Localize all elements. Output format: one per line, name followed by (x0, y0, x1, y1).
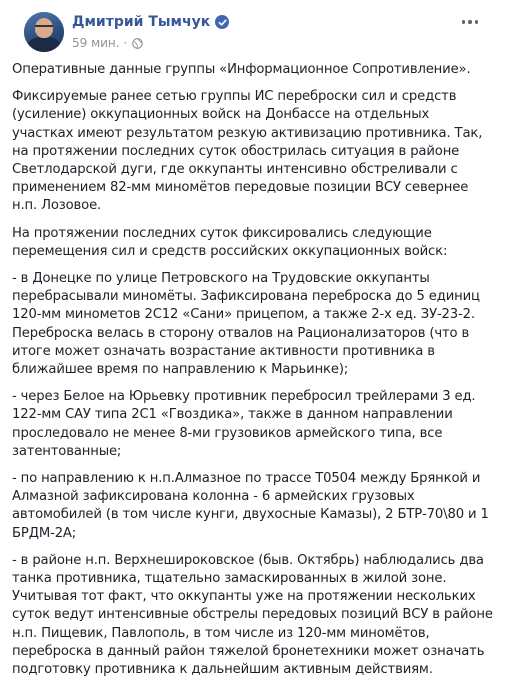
post-meta: 59 мин. · (72, 36, 143, 50)
post-timestamp[interactable]: 59 мин. (72, 36, 120, 50)
post-header (12, 0, 493, 58)
author-name[interactable]: Дмитрий Тымчук (72, 14, 211, 30)
globe-icon[interactable] (132, 38, 143, 49)
verified-badge-icon (215, 15, 229, 29)
post-paragraph: На протяжении последних суток фиксировались следующие перемещения сил и средств российских оккупационных войск: (12, 225, 448, 259)
post-paragraph: - по направлению к н.п.Алмазное по трассе Т0504 между Брянкой и Алмазной зафиксирована колонна - 6 армейских грузовых автомобилей (в том числе кунги, двухосные Камазы), 2 БТР-70\80 и 1 БРДМ-2А; (12, 471, 489, 541)
post-paragraph: - в районе н.п. Верхнешироковское (быв. Октябрь) наблюдались два танка противника, тщательно замаскированных в жилой зоне. Учитывая тот факт, что оккупанты уже на протяжении нескольких суток ведут интенсивные обстрелы передовых позиций ВСУ в районе н.п. Пищевик, Павлополь, в том числе из 120-мм миномётов, переброска в данный район тяжелой бронетехники может означать подготовку противника к дальнейшим активным действиям. (12, 552, 493, 678)
post-paragraph: - в Донецке по улице Петровского на Трудовские оккупанты перебрасывали миномёты. Зафиксирована переброска до 5 единиц 120-мм минометов 2С12 «Сани» прицепом, а также 2-х ед. ЗУ-23-2. Переброска велась в сторону отвалов на Рационализаторов (что в итоге может означать возрастание активности противника в ближайшее время по направлению к Марьинке); (12, 271, 480, 378)
post-paragraph: Фиксируемые ранее сетью группы ИС переброски сил и средств (усиление) оккупационных войск на Донбассе на отдельных участках имеют результатом резкую активизацию противника. Так, на протяжении последних суток обострилась ситуация в районе Светлодарской дуги, где оккупанты интенсивно обстреливали с применением 82-мм миномётов передовые позиции ВСУ севернее н.п. Лозовое. (12, 89, 483, 214)
avatar[interactable] (24, 12, 64, 52)
post-body (12, 61, 493, 688)
post-paragraph: Оперативные данные группы «Информационное Сопротивление». (12, 62, 471, 77)
author-line (72, 14, 229, 30)
post-paragraph: - через Белое на Юрьевку противник перебросил трейлерами 3 ед. 122-мм САУ типа 2С1 «Гвоздика», также в данном направлении проследовало не менее 8-ми грузовиков армейского типа, все затентованные; (12, 389, 476, 459)
more-options-icon[interactable] (459, 16, 481, 28)
